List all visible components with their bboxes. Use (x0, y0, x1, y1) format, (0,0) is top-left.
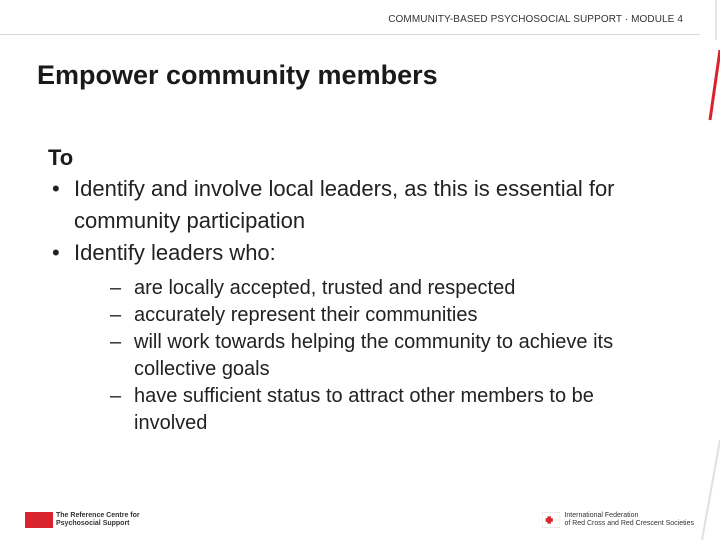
sub-bullet-list (74, 275, 648, 437)
sub-list-item-text: will work towards helping the community to achieve its collective goals (134, 331, 614, 380)
sub-list-item-text: accurately represent their communities (134, 304, 478, 326)
list-item-text: Identify leaders who: (74, 240, 276, 265)
sub-list-item-text: have sufficient status to attract other members to be involved (134, 385, 594, 434)
reference-centre-text (56, 512, 140, 528)
sub-list-item (100, 383, 648, 437)
slide-body (48, 143, 648, 437)
red-cross-icon (542, 512, 560, 528)
list-item (48, 237, 648, 437)
sub-list-item-text: are locally accepted, trusted and respected (134, 277, 516, 299)
decorative-lines (680, 0, 720, 540)
header-text: COMMUNITY-BASED PSYCHOSOCIAL SUPPORT · MODULE 4 (388, 14, 683, 25)
sub-list-item (100, 329, 648, 383)
sub-list-item (100, 302, 648, 329)
reference-centre-line1: The Reference Centre for (56, 512, 140, 519)
dash-glyph: – (110, 331, 122, 353)
ifrc-line2: of Red Cross and Red Crescent Societies (564, 520, 694, 527)
reference-centre-logo (25, 512, 140, 528)
dash-glyph: – (110, 277, 122, 299)
ifrc-text (564, 512, 694, 528)
red-block-icon (25, 512, 53, 528)
header-rule (0, 34, 700, 35)
ifrc-logo (542, 512, 694, 528)
list-item (48, 173, 648, 237)
dash-glyph: – (110, 304, 122, 326)
list-item-text: Identify and involve local leaders, as this is essential for community participation (74, 176, 615, 233)
reference-centre-line2: Psychosocial Support (56, 520, 130, 527)
bullet-glyph: • (52, 176, 60, 201)
dash-glyph: – (110, 385, 122, 407)
bullet-list (48, 173, 648, 437)
sub-list-item (100, 275, 648, 302)
ifrc-line1: International Federation (564, 512, 639, 519)
slide-title: Empower community members (37, 60, 438, 90)
bullet-glyph: • (52, 240, 60, 265)
lead-text: To (48, 145, 74, 170)
